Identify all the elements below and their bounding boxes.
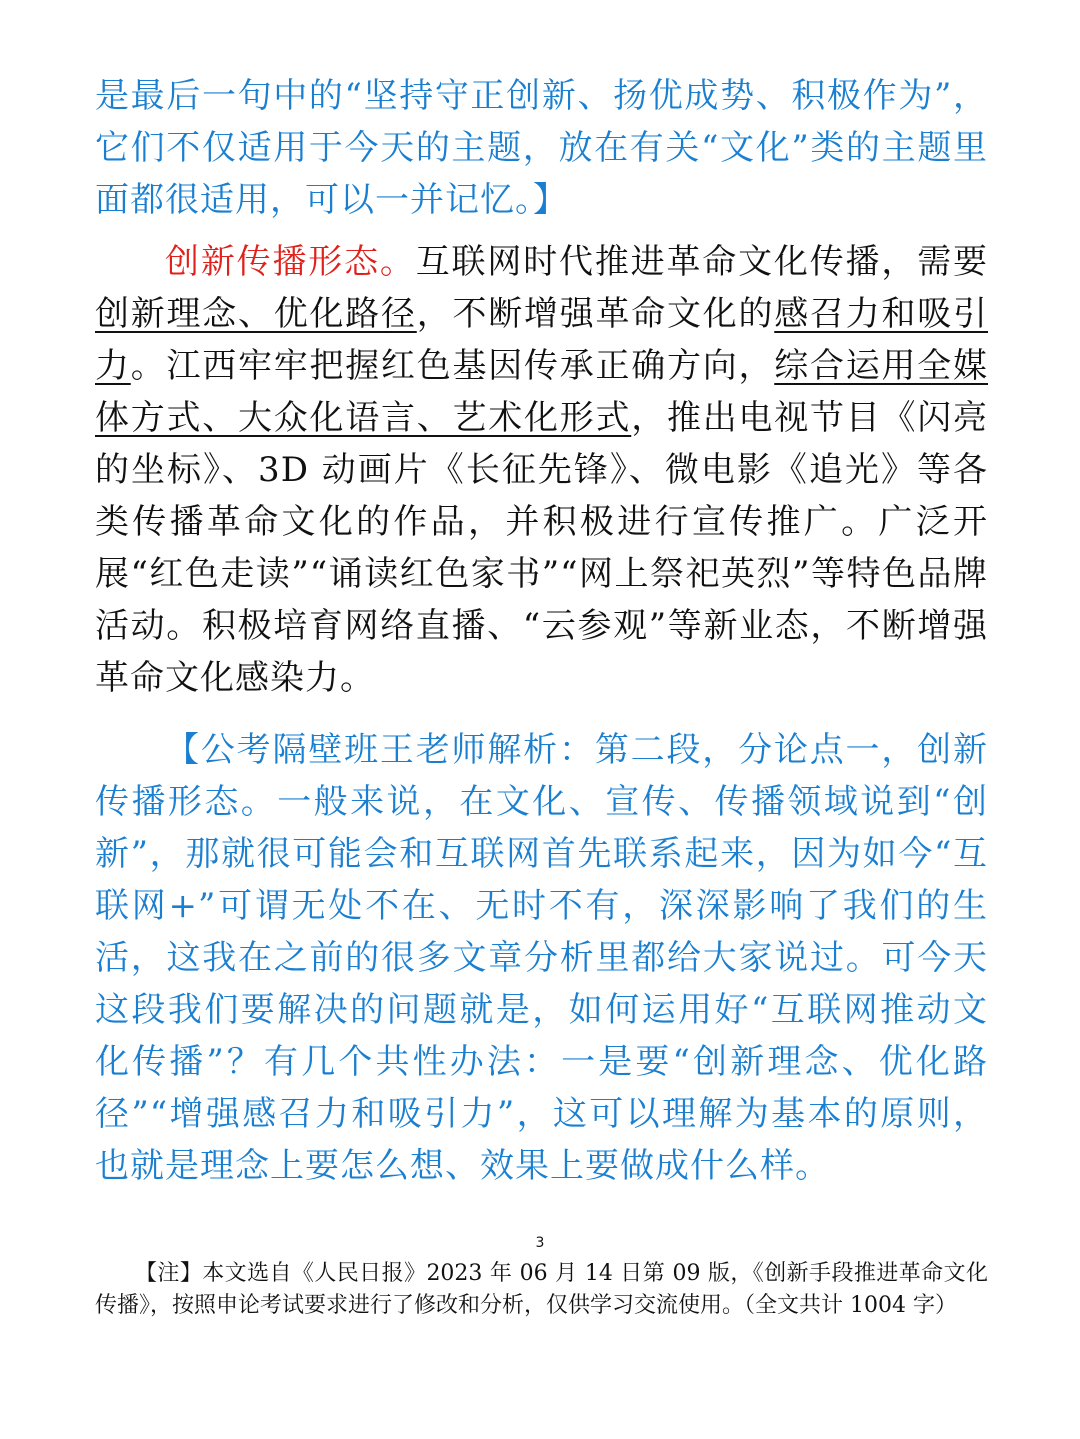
underlined-phrase-1: 创新理念、优化路径 [95, 294, 417, 334]
section-heading: 创新传播形态。 [165, 242, 416, 282]
body-text-2: ，不断增强革命文化的 [416, 294, 775, 334]
analysis-paragraph-continued: 是最后一句中的“坚持守正创新、扬优成势、积极作为”，它们不仅适用于今天的主题，放在有关“文化”类的主题里面都很适用，可以一并记忆。】 [95, 76, 988, 220]
analysis-paragraph: 【公考隔壁班王老师解析：第二段，分论点一，创新传播形态。一般来说，在文化、宣传、传播领域说到“创新”，那就很可能会和互联网首先联系起来，因为如今“互联网+”可谓无处不在、无时不有，深深影响了我们的生活，这我在之前的很多文章分析里都给大家说过。可今天这段我们要解决的问题就是，如何运用好“互联网推动文化传播”？有几个共性办法：一是要“创新理念、优化路径”“增强感召力和吸引力”，这可以理解为基本的原则，也就是理念上要怎么想、效果上要做成什么样。 [95, 730, 988, 1186]
underlined-phrase-3: 综合运用全媒体方式、大众化语言、艺术化形式 [95, 346, 988, 438]
body-text-3: 。江西牢牢把握红色基因传承正确方向， [130, 346, 775, 386]
footnote: 【注】本文选自《人民日报》2023 年 06 月 14 日第 09 版，《创新手段推进革命文化传播》，按照申论考试要求进行了修改和分析，仅供学习交流使用。（全文共计 1004 字） [95, 1261, 988, 1318]
underlined-phrase-2: 感召力和吸引力 [95, 294, 988, 386]
document-body [95, 70, 988, 1192]
body-text-4: ，推出电视节目《闪亮的坐标》、3D 动画片《长征先锋》、微电影《追光》等各类传播革命文化的作品，并积极进行宣传推广。广泛开展“红色走读”“诵读红色家书”“网上祭祀英烈”等特色品牌活动。积极培育网络直播、“云参观”等新业态，不断增强革命文化感染力。 [95, 398, 988, 698]
body-paragraph [95, 236, 988, 704]
body-text-1: 互联网时代推进革命文化传播，需要 [415, 242, 989, 282]
page-number: 3 [535, 1235, 545, 1251]
